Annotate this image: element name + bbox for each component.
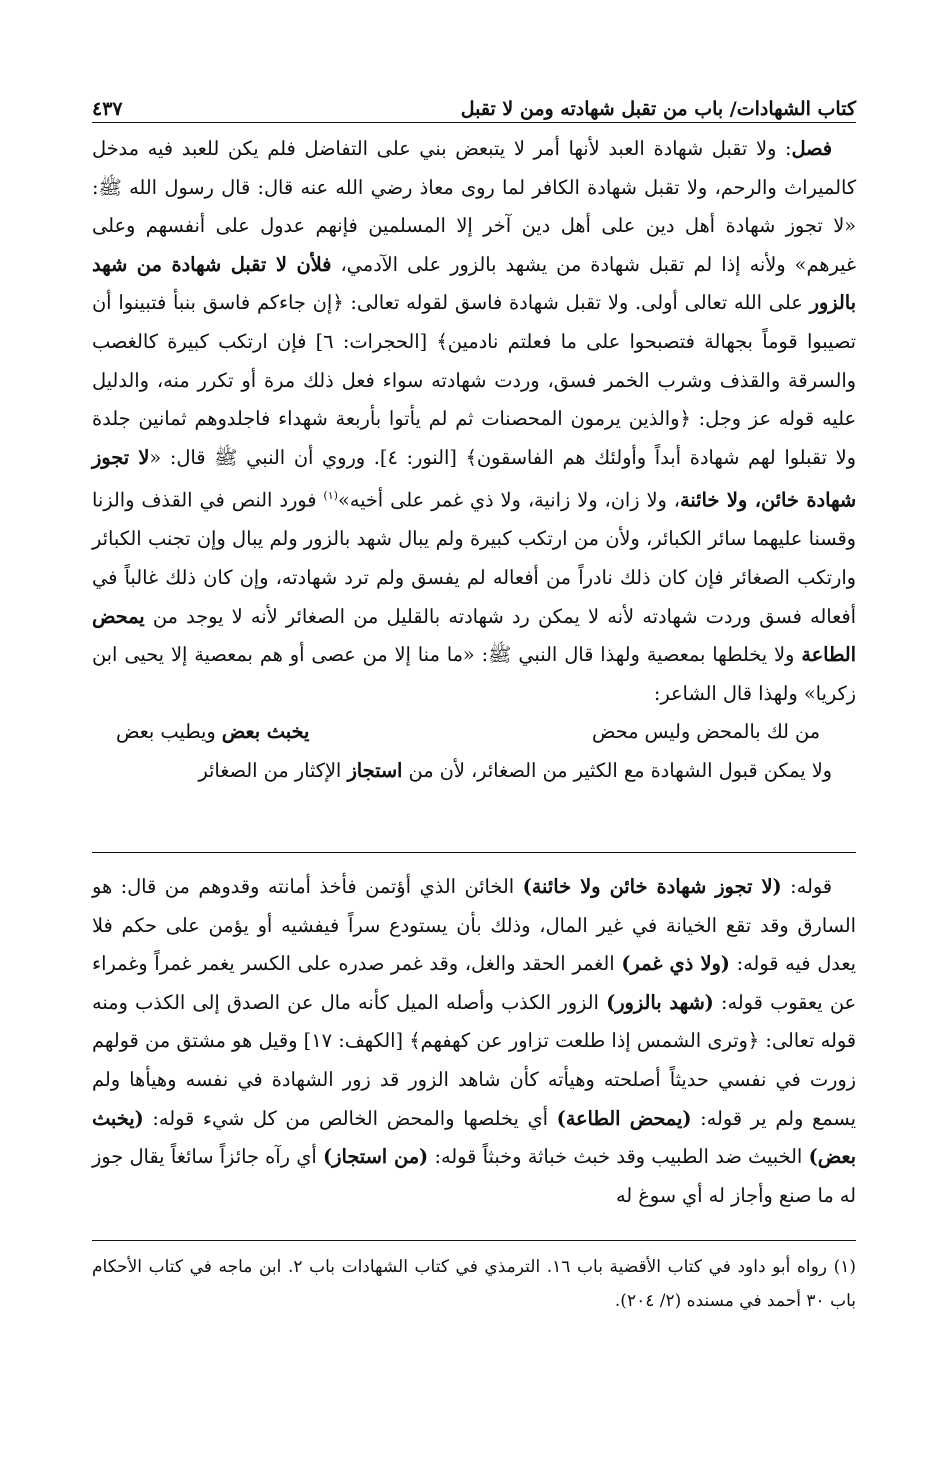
main-paragraph: ولا يمكن قبول الشهادة مع الكثير من الصغائر، لأن من استجاز الإكثار من الصغائر <box>198 758 832 782</box>
footnote-ref: (١) <box>323 489 338 503</box>
chapter-title: كتاب الشهادات/ باب من تقبل شهادته ومن لا تقبل <box>460 98 856 120</box>
bold-phrase: استجاز <box>347 758 403 782</box>
fasl-heading: فصل <box>791 137 832 160</box>
lemma: (شهد بالزور) <box>606 990 714 1014</box>
main-paragraph: فصل: ولا تقبل شهادة العبد لأنها أمر لا يتبعض بني على التفاضل فلم يكن للعبد فيه مدخل كالميراث والرحم، ولا تقبل شهادة الكافر لما روى معاذ رضي الله عنه قال: قال رسول الله ﷺ: «لا تجوز شهادة أهل دين على أهل دين آخر إلا المسلمين فإنهم عدول على أنفسهم وعلى غيرهم» ولأنه إذا لم تقبل شهادة من يشهد بالزور على الآدمي، فلأن لا تقبل شهادة من شهد بالزور على الله تعالى أولى. ولا تقبل شهادة فاسق لقوله تعالى: ﴿إن جاءكم فاسق بنبأ فتبينوا أن تصيبوا قوماً بجهالة فتصبحوا على ما فعلتم نادمين﴾ [الحجرات: ٦] فإن ارتكب كبيرة كالغصب والسرقة والقذف وشرب الخمر فسق، وردت شهادته سواء فعل ذلك مرة أو تكرر منه، والدليل عليه قوله عز وجل: ﴿والذين يرمون المحصنات ثم لم يأتوا بأربعة شهداء فاجلدوهم ثمانين جلدة ولا تقبلوا لهم شهادة أبداً وأولئك هم الفاسقون﴾ [النور: ٤]. وروي أن النبي ﷺ قال: «لا تجوز شهادة خائن، ولا خائنة، ولا زان، ولا زانية، ولا ذي غمر على أخيه»$^{(١)}$ فورد النص في القذف والزنا وقسنا عليهما سائر الكبائر، ولأن من ارتكب كبيرة ولم يبال شهد بالزور ولم يبال وإن تجنب الكبائر وارتكب الصغائر فإن كان ذلك نادراً من أفعاله لم يفسق ولم ترد شهادته، وإن كان ذلك غالباً في أفعاله فسق وردت شهادته لأنه لا يمكن رد شهادته بالقليل من الصغائر لأنه لا يوجد من يمحض الطاعة ولا يخلطها بمعصية ولهذا قال النبي ﷺ: «ما منا إلا من عصى أو هم بمعصية إلا يحيى ابن زكريا» ولهذا قال الشاعر: <box>92 137 856 705</box>
poem-verse <box>92 713 856 752</box>
bold-phrase: يمحض الطاعة <box>92 604 856 667</box>
commentary-separator <box>92 852 856 853</box>
page-number: ٤٣٧ <box>92 98 123 120</box>
bold-phrase: فلأن لا تقبل شهادة من <box>127 252 332 276</box>
lemma: (ولا ذي غمر) <box>621 952 730 976</box>
header-rule <box>92 122 856 123</box>
footnote-1: (١) رواه أبو داود في كتاب الأقضية باب ١٦. الترمذي في كتاب الشهادات باب ٢. ابن ماجه في كتاب الأحكام باب ٣٠ أحمد في مسنده (٢/ ٢٠٤). <box>92 1257 857 1311</box>
running-header <box>92 86 856 120</box>
commentary-paragraph: قوله: (لا تجوز شهادة خائن ولا خائنة) الخائن الذي أؤتمن فأخذ أمانته وقدوهم من قال: هو السارق وقد تقع الخيانة في غير المال، وذلك بأن يستودع سراً فيفشيه أو يؤمن على حكم فلا يعدل فيه قوله: (ولا ذي غمر) الغمر الحقد والغل، وقد غمر صدره على الكسر يغمر غمراً وغمراء عن يعقوب قوله: (شهد بالزور) الزور الكذب وأصله الميل كأنه مال عن الصدق إلى الكذب ومنه قوله تعالى: ﴿وترى الشمس إذا طلعت تزاور عن كهفهم﴾ [الكهف: ١٧] وقيل هو مشتق من قولهم زورت في نفسي حديثاً أصلحته وهيأته كأن شاهد الزور قد زور الشهادة في نفسه وهيأها ولم يسمع ولم ير قوله: (يمحض الطاعة) أي يخلصها والمحض الخالص من كل شيء قوله: (يخبث بعض) الخبيث ضد الطبيب وقد خبث خباثة وخبثاً قوله: (من استجاز) أي رآه جائزاً سائغاً يقال جوز له ما صنع وأجاز له أي سوغ له <box>92 875 857 1207</box>
bold-phrase: شهد بالزور <box>92 252 856 315</box>
poem-hemistich-left: يخبث بعض ويطيب بعض <box>116 720 310 744</box>
commentary-text <box>92 868 856 1215</box>
lemma: (لا تجوز شهادة خائن ولا خائنة) <box>522 875 782 898</box>
bold-phrase: لا تجوز شهادة خائن، ولا خائنة <box>92 445 856 512</box>
lemma: (يمحض الطاعة) <box>556 1106 692 1130</box>
main-text <box>92 130 856 791</box>
footnote-separator <box>92 1240 856 1241</box>
lemma: (يخبث بعض) <box>92 1106 857 1169</box>
lemma: (من استجاز) <box>323 1145 429 1169</box>
poem-hemistich-right: من لك بالمحض وليس محض <box>592 720 820 744</box>
footnotes <box>92 1250 856 1318</box>
